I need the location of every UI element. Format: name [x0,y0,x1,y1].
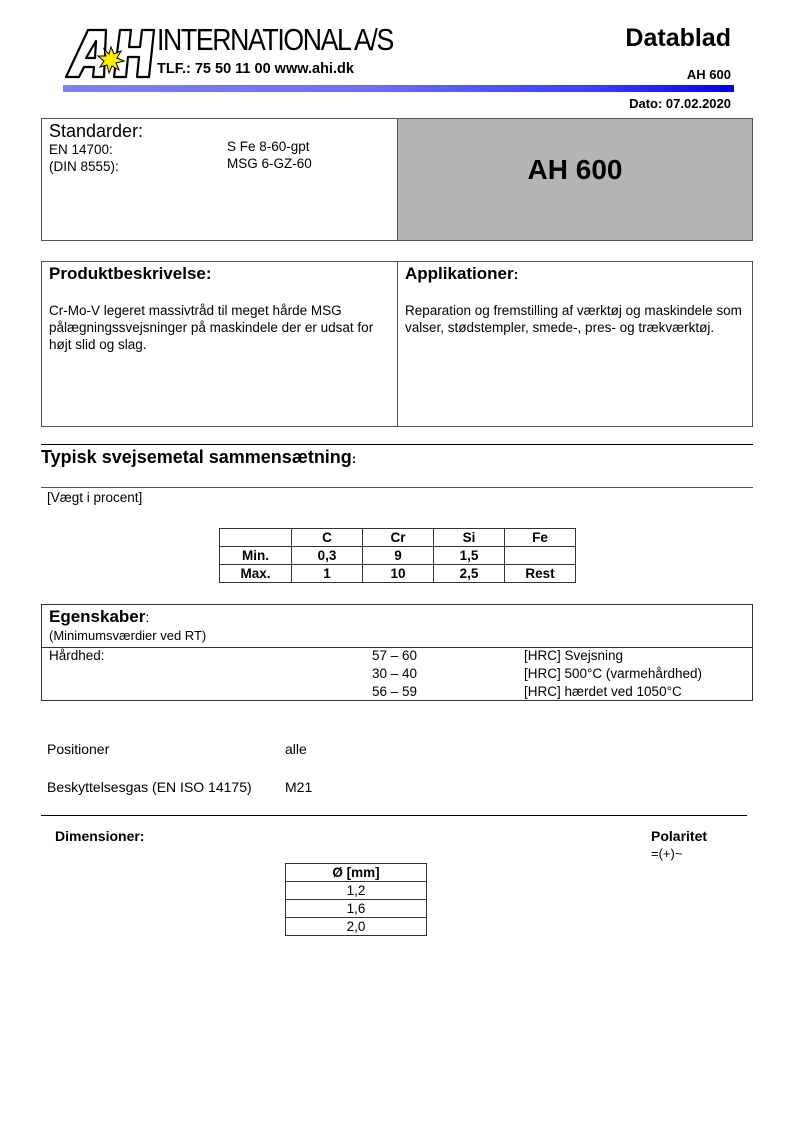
shielding-gas-value: M21 [285,779,313,795]
table-header-row [286,864,427,882]
dimensions-table [285,863,427,936]
hardness-condition: [HRC] hærdet ved 1050°C [524,684,682,699]
standard-label: (DIN 8555): [49,159,119,174]
dimensions-heading: Dimensioner: [55,828,145,844]
applications [398,262,752,426]
polarity-value: =(+)~ [651,846,683,861]
properties-heading [49,608,149,625]
document-product: AH 600 [686,67,731,82]
table-cell: 0,3 [292,547,363,565]
table-header-cell: Fe [505,529,576,547]
standards-panel [42,119,398,240]
table-row [286,900,427,918]
table-row-label: Max. [220,565,292,583]
composition-heading-text: Typisk svejsemetal sammensætning [41,447,352,467]
composition-heading [41,448,356,466]
section-divider [41,444,753,445]
header-gradient-bar [63,85,734,92]
section-divider [41,487,753,488]
table-header-cell: Ø [mm] [286,864,427,882]
product-description-text: Cr-Mo-V legeret massivtråd til meget hårde MSG pålægningssvejsninger på maskindele der er udsat for højt slid og slag. [49,303,374,352]
properties-subheading: (Minimumsværdier ved RT) [49,628,207,643]
description-box [41,261,753,427]
positions-value: alle [285,741,307,757]
hardness-condition: [HRC] Svejsning [524,648,624,663]
properties-heading-text: Egenskaber [49,607,146,626]
table-row [220,547,576,565]
table-cell: 1,2 [286,882,427,900]
company-name: INTERNATIONAL A/S [157,22,393,57]
table-cell: Rest [505,565,576,583]
table-cell: 9 [363,547,434,565]
hardness-range: 57 – 60 [372,648,418,663]
applications-heading [405,264,745,284]
table-header-cell: Si [434,529,505,547]
applications-heading-colon: : [513,266,519,282]
applications-text: Reparation og fremstilling af værktøj og maskindele som valser, stødstempler, smede-, pres- og trækværktøj. [405,303,742,335]
document-title: Datablad [625,24,731,52]
table-cell [505,547,576,565]
table-cell: 10 [363,565,434,583]
properties-box [41,604,753,701]
standards-box [41,118,753,241]
positions-label: Positioner [47,741,110,757]
table-cell: 1,6 [286,900,427,918]
shielding-gas-label: Beskyttelsesgas (EN ISO 14175) [47,779,252,795]
standard-value: S Fe 8-60-gpt [227,139,310,154]
product-name-panel [398,119,752,240]
section-divider [41,815,747,816]
table-row-label: Min. [220,547,292,565]
hardness-range: 30 – 40 [372,666,418,681]
ah-logo-icon [64,27,156,79]
table-row [220,565,576,583]
table-row [286,882,427,900]
product-name: AH 600 [527,154,623,185]
table-cell: 1 [292,565,363,583]
composition-table [219,528,576,583]
polarity-heading: Polaritet [651,828,708,844]
table-cell: 2,5 [434,565,505,583]
composition-unit-note: [Vægt i procent] [47,490,143,505]
hardness-range: 56 – 59 [372,684,418,699]
standard-value: MSG 6-GZ-60 [227,156,312,171]
hardness-label: Hårdhed: [49,648,105,663]
table-header-row [220,529,576,547]
product-description-heading: Produktbeskrivelse: [49,264,212,283]
standards-heading: Standarder: [49,121,144,141]
hardness-condition: [HRC] 500°C (varmehårdhed) [524,666,702,681]
table-cell: 2,0 [286,918,427,936]
product-description [42,262,398,426]
composition-heading-colon: : [351,451,357,466]
table-cell: 1,5 [434,547,505,565]
applications-heading-text: Applikationer [405,264,514,283]
document-date: Dato: 07.02.2020 [629,96,731,111]
table-cell [220,529,292,547]
standard-label: EN 14700: [49,142,113,157]
properties-heading-colon: : [145,609,150,625]
table-row [286,918,427,936]
company-contact: TLF.: 75 50 11 00 www.ahi.dk [157,61,354,77]
table-header-cell: C [292,529,363,547]
company-logo [64,27,156,79]
table-header-cell: Cr [363,529,434,547]
